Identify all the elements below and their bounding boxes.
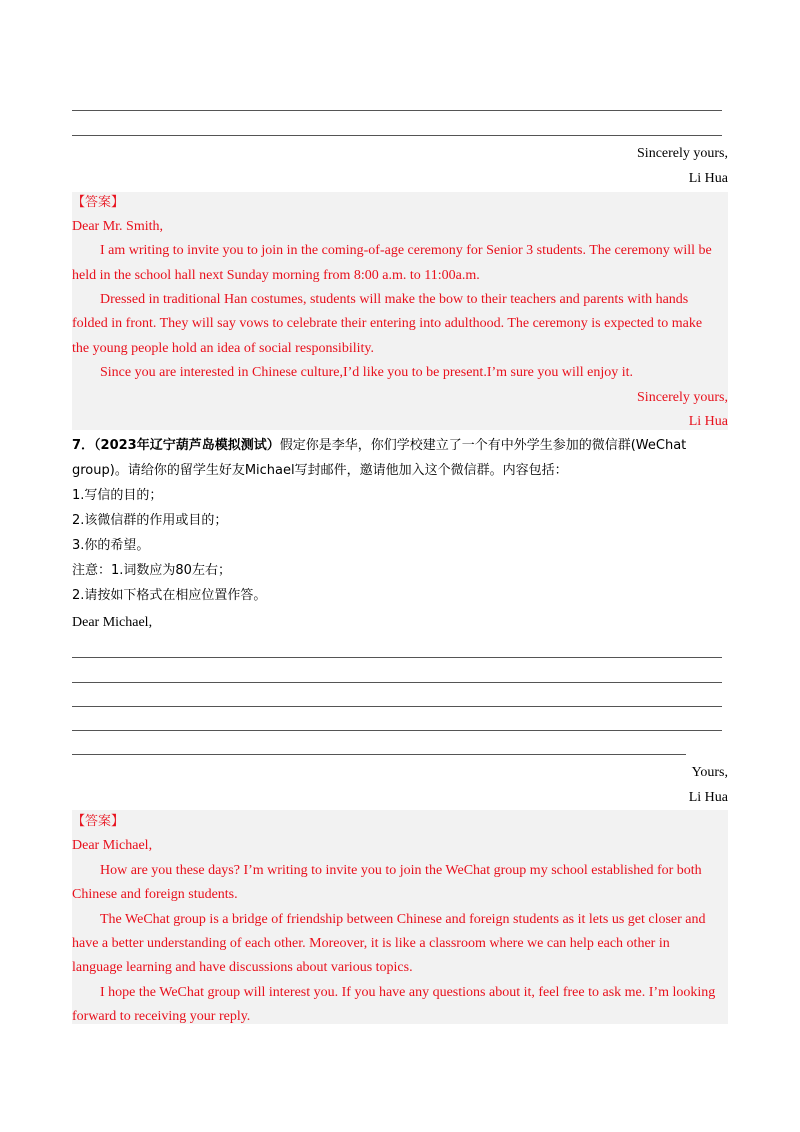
writing-line xyxy=(72,706,722,707)
note-item: 注意：1.词数应为80左右； xyxy=(72,563,231,578)
note-item: 2.请按如下格式在相应位置作答。 xyxy=(72,588,267,603)
answer-paragraph-line: forward to receiving your reply. xyxy=(72,1009,251,1024)
answer-salutation: Dear Michael, xyxy=(72,838,153,853)
answer-paragraph-line: I hope the WeChat group will interest you. If you have any questions about it, feel free to ask me. I’m looking xyxy=(100,985,716,1000)
answer-tag: 【答案】 xyxy=(72,195,125,210)
answer-box xyxy=(72,192,728,430)
answer-paragraph-line: have a better understanding of each other. Moreover, it is like a classroom where we can help each other in xyxy=(72,936,670,951)
question-salutation: Dear Michael, xyxy=(72,615,153,630)
answer-paragraph-line: held in the school hall next Sunday morning from 8:00 a.m. to 11:00a.m. xyxy=(72,268,480,283)
question-prompt-line xyxy=(72,437,686,455)
question-closing: Yours, xyxy=(691,765,728,780)
question-prompt: 假定你是李华，你们学校建立了一个有中外学生参加的微信群(WeChat xyxy=(279,438,687,453)
signature: Li Hua xyxy=(688,171,728,186)
closing: Sincerely yours, xyxy=(637,146,728,161)
answer-closing: Sincerely yours, xyxy=(637,390,728,405)
question-prompt-line-2: group)。请给你的留学生好友Michael写封邮件，邀请他加入这个微信群。内容包括： xyxy=(72,463,568,478)
answer-salutation: Dear Mr. Smith, xyxy=(72,219,163,234)
writing-line xyxy=(72,110,722,111)
answer-paragraph-line: language learning and have discussions about various topics. xyxy=(72,960,413,975)
requirement-item: 3.你的希望。 xyxy=(72,538,150,553)
writing-line xyxy=(72,657,722,658)
writing-line xyxy=(72,135,722,136)
question-number: 7． xyxy=(72,438,95,453)
answer-paragraph-line: the young people hold an idea of social responsibility. xyxy=(72,341,374,356)
question-signature: Li Hua xyxy=(688,790,728,805)
writing-line xyxy=(72,754,686,755)
answer-paragraph-line: folded in front. They will say vows to celebrate their entering into adulthood. The ceremony is expected to make xyxy=(72,316,703,331)
answer-paragraph-line: Since you are interested in Chinese culture,I’d like you to be present.I’m sure you will enjoy it. xyxy=(100,365,634,380)
answer-paragraph-line: Chinese and foreign students. xyxy=(72,887,238,902)
answer-paragraph-line: I am writing to invite you to join in the coming-of-age ceremony for Senior 3 students. The ceremony will be xyxy=(100,243,712,258)
question-source: （2023年辽宁葫芦岛模拟测试） xyxy=(94,438,280,453)
answer-tag: 【答案】 xyxy=(72,814,125,829)
answer-signature: Li Hua xyxy=(688,414,728,429)
answer-paragraph-line: The WeChat group is a bridge of friendship between Chinese and foreign students as it lets us get closer and xyxy=(100,912,706,927)
answer-paragraph-line: How are you these days? I’m writing to invite you to join the WeChat group my school established for both xyxy=(100,863,702,878)
writing-line xyxy=(72,682,722,683)
writing-line xyxy=(72,730,722,731)
requirement-item: 2.该微信群的作用或目的； xyxy=(72,513,228,528)
requirement-item: 1.写信的目的； xyxy=(72,488,163,503)
answer-paragraph-line: Dressed in traditional Han costumes, students will make the bow to their teachers and parents with hands xyxy=(100,292,689,307)
